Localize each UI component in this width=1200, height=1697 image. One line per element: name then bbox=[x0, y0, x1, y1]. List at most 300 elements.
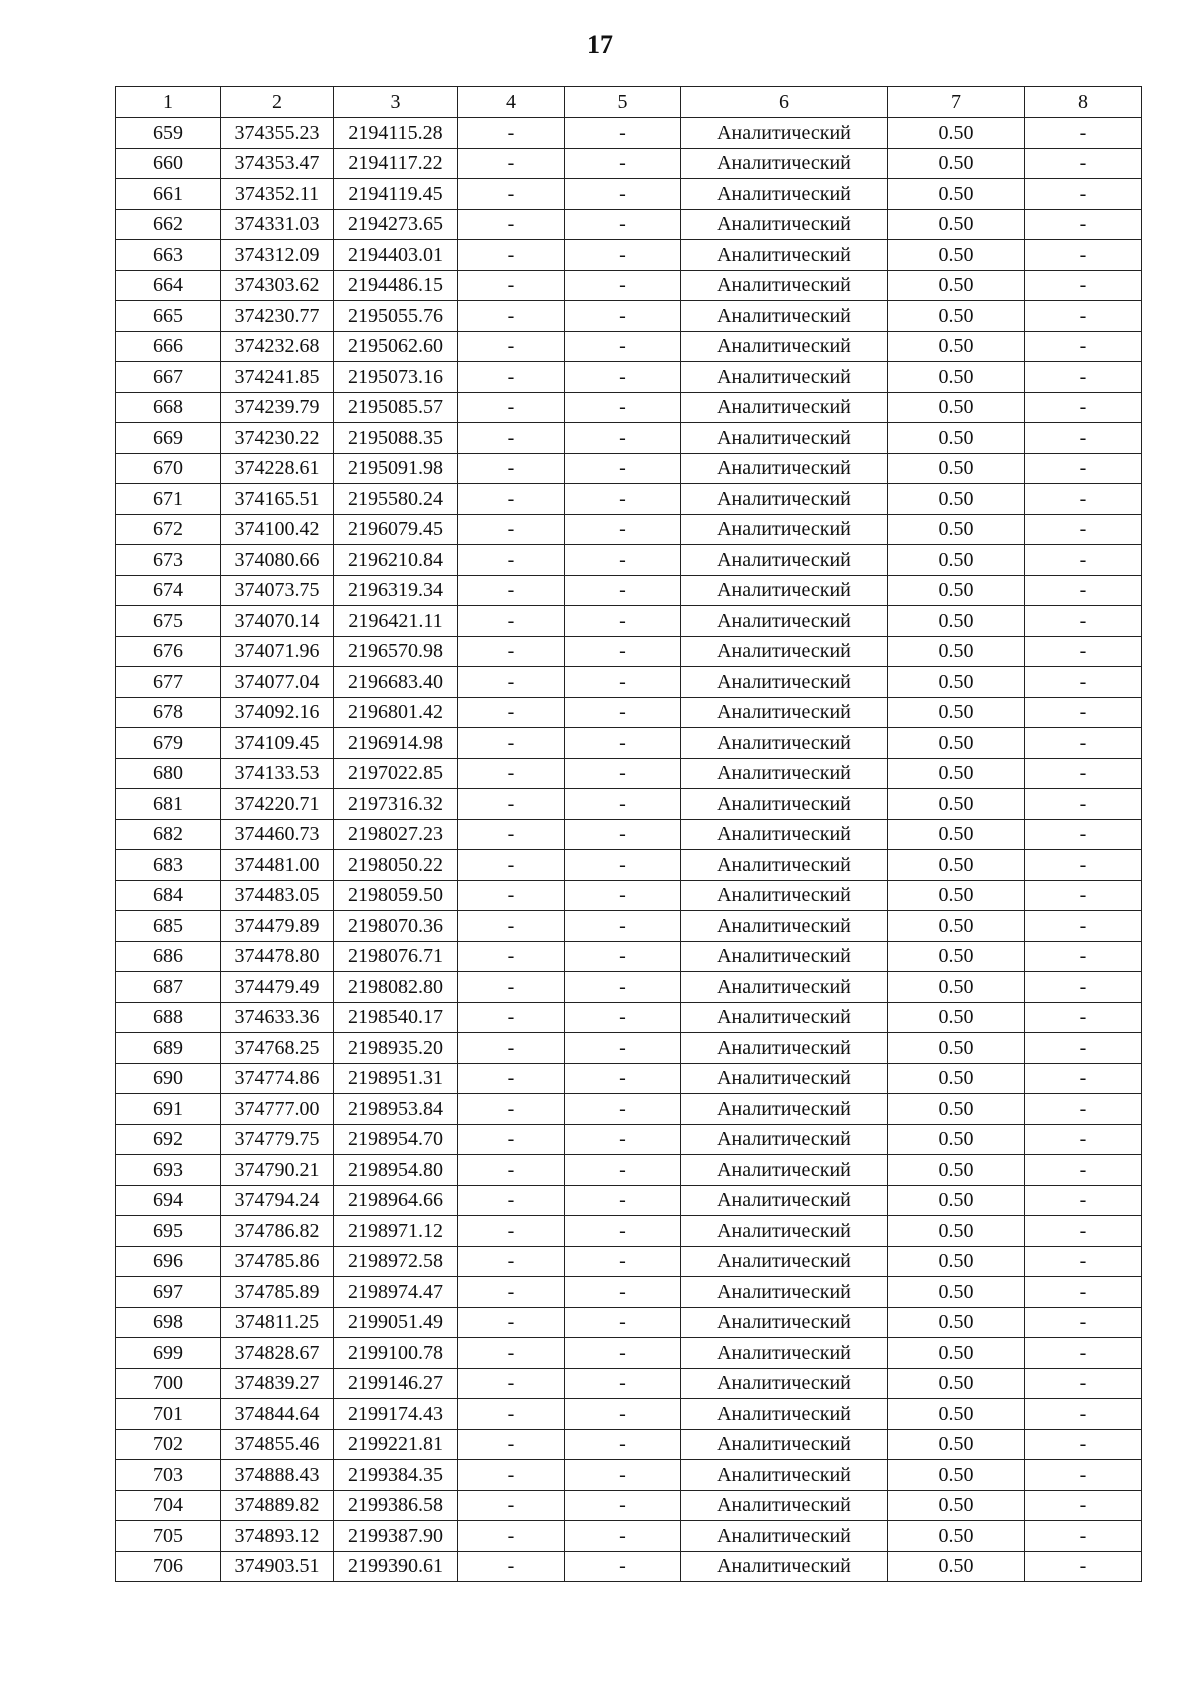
table-cell: 374828.67 bbox=[221, 1338, 334, 1369]
table-cell: 374073.75 bbox=[221, 575, 334, 606]
table-cell: Аналитический bbox=[681, 728, 888, 759]
table-cell: - bbox=[458, 1460, 565, 1491]
table-cell: - bbox=[565, 1094, 681, 1125]
table-cell: - bbox=[565, 362, 681, 393]
table-row bbox=[116, 1063, 1142, 1094]
table-cell: 0.50 bbox=[888, 423, 1025, 454]
table-cell: - bbox=[565, 1216, 681, 1247]
table-cell: 697 bbox=[116, 1277, 221, 1308]
table-cell: - bbox=[565, 1551, 681, 1582]
table-cell: - bbox=[458, 1246, 565, 1277]
table-cell: 2198964.66 bbox=[334, 1185, 458, 1216]
table-cell: 0.50 bbox=[888, 667, 1025, 698]
table-cell: 672 bbox=[116, 514, 221, 545]
table-cell: - bbox=[565, 209, 681, 240]
table-cell: 675 bbox=[116, 606, 221, 637]
table-cell: Аналитический bbox=[681, 270, 888, 301]
table-cell: 374786.82 bbox=[221, 1216, 334, 1247]
table-cell: - bbox=[458, 1551, 565, 1582]
table-cell: - bbox=[458, 911, 565, 942]
table-cell: - bbox=[1025, 911, 1142, 942]
table-cell: 0.50 bbox=[888, 148, 1025, 179]
table-cell: 0.50 bbox=[888, 1338, 1025, 1369]
table-row bbox=[116, 1216, 1142, 1247]
table-row bbox=[116, 1521, 1142, 1552]
table-cell: - bbox=[1025, 1399, 1142, 1430]
table-cell: - bbox=[1025, 423, 1142, 454]
table-cell: - bbox=[1025, 880, 1142, 911]
table-row bbox=[116, 941, 1142, 972]
table-cell: 0.50 bbox=[888, 392, 1025, 423]
table-cell: - bbox=[1025, 1490, 1142, 1521]
table-cell: Аналитический bbox=[681, 1399, 888, 1430]
table-cell: - bbox=[458, 1033, 565, 1064]
table-cell: - bbox=[565, 1277, 681, 1308]
table-row bbox=[116, 545, 1142, 576]
column-header: 8 bbox=[1025, 87, 1142, 118]
table-cell: Аналитический bbox=[681, 880, 888, 911]
table-cell: Аналитический bbox=[681, 1063, 888, 1094]
table-cell: 668 bbox=[116, 392, 221, 423]
table-cell: 374355.23 bbox=[221, 118, 334, 149]
table-cell: - bbox=[565, 606, 681, 637]
table-cell: 2198951.31 bbox=[334, 1063, 458, 1094]
table-cell: - bbox=[458, 606, 565, 637]
table-cell: 374352.11 bbox=[221, 179, 334, 210]
table-cell: Аналитический bbox=[681, 1368, 888, 1399]
table-cell: 2195091.98 bbox=[334, 453, 458, 484]
table-row bbox=[116, 1399, 1142, 1430]
table-cell: - bbox=[565, 1002, 681, 1033]
table-cell: - bbox=[458, 514, 565, 545]
table-row bbox=[116, 1460, 1142, 1491]
table-cell: 374331.03 bbox=[221, 209, 334, 240]
table-cell: - bbox=[458, 240, 565, 271]
table-row bbox=[116, 301, 1142, 332]
table-cell: 0.50 bbox=[888, 1216, 1025, 1247]
table-cell: - bbox=[1025, 545, 1142, 576]
table-cell: 2198971.12 bbox=[334, 1216, 458, 1247]
table-cell: 680 bbox=[116, 758, 221, 789]
table-cell: 682 bbox=[116, 819, 221, 850]
table-cell: Аналитический bbox=[681, 911, 888, 942]
table-cell: 374220.71 bbox=[221, 789, 334, 820]
column-header: 4 bbox=[458, 87, 565, 118]
table-cell: Аналитический bbox=[681, 1307, 888, 1338]
table-cell: 665 bbox=[116, 301, 221, 332]
table-cell: - bbox=[458, 270, 565, 301]
table-cell: - bbox=[458, 1063, 565, 1094]
page-number: 17 bbox=[587, 30, 613, 59]
table-cell: 684 bbox=[116, 880, 221, 911]
table-cell: 2199174.43 bbox=[334, 1399, 458, 1430]
table-cell: 2198972.58 bbox=[334, 1246, 458, 1277]
table-row bbox=[116, 179, 1142, 210]
table-cell: - bbox=[565, 1399, 681, 1430]
table-cell: - bbox=[565, 1368, 681, 1399]
table-cell: - bbox=[1025, 606, 1142, 637]
table-cell: Аналитический bbox=[681, 667, 888, 698]
table-cell: 374774.86 bbox=[221, 1063, 334, 1094]
table-row bbox=[116, 392, 1142, 423]
table-row bbox=[116, 240, 1142, 271]
table-cell: - bbox=[565, 636, 681, 667]
table-cell: - bbox=[1025, 1124, 1142, 1155]
table-cell: - bbox=[565, 1185, 681, 1216]
table-cell: - bbox=[1025, 667, 1142, 698]
table-cell: 2198076.71 bbox=[334, 941, 458, 972]
table-cell: - bbox=[458, 880, 565, 911]
table-cell: - bbox=[458, 331, 565, 362]
table-cell: - bbox=[565, 1490, 681, 1521]
table-cell: Аналитический bbox=[681, 1490, 888, 1521]
table-cell: 0.50 bbox=[888, 545, 1025, 576]
table-cell: - bbox=[1025, 941, 1142, 972]
table-cell: - bbox=[1025, 1429, 1142, 1460]
table-cell: - bbox=[458, 484, 565, 515]
table-cell: - bbox=[458, 1368, 565, 1399]
table-cell: 703 bbox=[116, 1460, 221, 1491]
table-row bbox=[116, 819, 1142, 850]
table-cell: 2196570.98 bbox=[334, 636, 458, 667]
table-cell: 374092.16 bbox=[221, 697, 334, 728]
table-cell: - bbox=[1025, 331, 1142, 362]
table-cell: 374165.51 bbox=[221, 484, 334, 515]
table-cell: 662 bbox=[116, 209, 221, 240]
table-cell: 701 bbox=[116, 1399, 221, 1430]
table-cell: - bbox=[1025, 514, 1142, 545]
table-cell: - bbox=[565, 179, 681, 210]
table-cell: Аналитический bbox=[681, 941, 888, 972]
table-cell: Аналитический bbox=[681, 972, 888, 1003]
table-cell: 2197316.32 bbox=[334, 789, 458, 820]
table-row bbox=[116, 453, 1142, 484]
table-row bbox=[116, 270, 1142, 301]
table-cell: Аналитический bbox=[681, 179, 888, 210]
table-cell: 2198953.84 bbox=[334, 1094, 458, 1125]
table-cell: - bbox=[458, 1521, 565, 1552]
table-cell: - bbox=[458, 179, 565, 210]
table-cell: 2198027.23 bbox=[334, 819, 458, 850]
table-cell: 0.50 bbox=[888, 453, 1025, 484]
table-cell: 2196683.40 bbox=[334, 667, 458, 698]
table-cell: 0.50 bbox=[888, 1155, 1025, 1186]
table-cell: 702 bbox=[116, 1429, 221, 1460]
table-cell: - bbox=[458, 453, 565, 484]
table-row bbox=[116, 1307, 1142, 1338]
table-row bbox=[116, 209, 1142, 240]
table-cell: Аналитический bbox=[681, 1033, 888, 1064]
table-cell: Аналитический bbox=[681, 423, 888, 454]
table-cell: - bbox=[565, 575, 681, 606]
table-row bbox=[116, 728, 1142, 759]
table-cell: - bbox=[1025, 148, 1142, 179]
table-cell: 669 bbox=[116, 423, 221, 454]
table-cell: 671 bbox=[116, 484, 221, 515]
table-cell: 677 bbox=[116, 667, 221, 698]
table-cell: Аналитический bbox=[681, 1002, 888, 1033]
table-cell: - bbox=[565, 880, 681, 911]
table-cell: - bbox=[1025, 1002, 1142, 1033]
table-cell: 374481.00 bbox=[221, 850, 334, 881]
table-cell: 679 bbox=[116, 728, 221, 759]
table-cell: - bbox=[1025, 1246, 1142, 1277]
table-cell: - bbox=[565, 819, 681, 850]
table-cell: - bbox=[1025, 1277, 1142, 1308]
table-cell: 2197022.85 bbox=[334, 758, 458, 789]
table-cell: 374312.09 bbox=[221, 240, 334, 271]
table-cell: 2196319.34 bbox=[334, 575, 458, 606]
column-header: 7 bbox=[888, 87, 1025, 118]
table-cell: 0.50 bbox=[888, 1185, 1025, 1216]
table-cell: - bbox=[1025, 240, 1142, 271]
table-cell: Аналитический bbox=[681, 789, 888, 820]
table-cell: 2195088.35 bbox=[334, 423, 458, 454]
table-cell: - bbox=[458, 1307, 565, 1338]
table-cell: Аналитический bbox=[681, 545, 888, 576]
table-cell: 374479.49 bbox=[221, 972, 334, 1003]
table-cell: - bbox=[458, 575, 565, 606]
table-cell: 688 bbox=[116, 1002, 221, 1033]
table-cell: 699 bbox=[116, 1338, 221, 1369]
table-cell: - bbox=[458, 728, 565, 759]
table-cell: 374077.04 bbox=[221, 667, 334, 698]
table-cell: 374460.73 bbox=[221, 819, 334, 850]
table-cell: 2195085.57 bbox=[334, 392, 458, 423]
table-cell: 0.50 bbox=[888, 1094, 1025, 1125]
table-row bbox=[116, 1155, 1142, 1186]
table-cell: - bbox=[565, 1155, 681, 1186]
table-cell: - bbox=[458, 819, 565, 850]
table-cell: 2199100.78 bbox=[334, 1338, 458, 1369]
table-cell: - bbox=[1025, 819, 1142, 850]
table-cell: - bbox=[1025, 636, 1142, 667]
table-row bbox=[116, 697, 1142, 728]
table-cell: 700 bbox=[116, 1368, 221, 1399]
table-cell: 374893.12 bbox=[221, 1521, 334, 1552]
table-cell: 374230.22 bbox=[221, 423, 334, 454]
table-cell: 678 bbox=[116, 697, 221, 728]
table-cell: 374228.61 bbox=[221, 453, 334, 484]
table-row bbox=[116, 850, 1142, 881]
table-cell: 2194119.45 bbox=[334, 179, 458, 210]
table-cell: - bbox=[565, 1338, 681, 1369]
table-row bbox=[116, 1277, 1142, 1308]
table-cell: 690 bbox=[116, 1063, 221, 1094]
table-cell: Аналитический bbox=[681, 697, 888, 728]
table-cell: 685 bbox=[116, 911, 221, 942]
table-row bbox=[116, 880, 1142, 911]
table-cell: Аналитический bbox=[681, 575, 888, 606]
table-cell: 2198059.50 bbox=[334, 880, 458, 911]
table-cell: 2198540.17 bbox=[334, 1002, 458, 1033]
table-cell: 0.50 bbox=[888, 1124, 1025, 1155]
table-cell: - bbox=[1025, 1216, 1142, 1247]
table-cell: 0.50 bbox=[888, 941, 1025, 972]
table-cell: - bbox=[1025, 209, 1142, 240]
table-row bbox=[116, 423, 1142, 454]
table-cell: 2196079.45 bbox=[334, 514, 458, 545]
table-cell: - bbox=[1025, 758, 1142, 789]
table-cell: 374071.96 bbox=[221, 636, 334, 667]
table-cell: - bbox=[565, 392, 681, 423]
table-cell: 2198954.80 bbox=[334, 1155, 458, 1186]
table-cell: - bbox=[565, 1521, 681, 1552]
table-cell: 2194117.22 bbox=[334, 148, 458, 179]
table-cell: 374303.62 bbox=[221, 270, 334, 301]
table-cell: 2195055.76 bbox=[334, 301, 458, 332]
table-cell: - bbox=[565, 697, 681, 728]
table-cell: 0.50 bbox=[888, 118, 1025, 149]
table-row bbox=[116, 1490, 1142, 1521]
table-cell: 374888.43 bbox=[221, 1460, 334, 1491]
table-cell: - bbox=[1025, 850, 1142, 881]
table-cell: - bbox=[565, 1033, 681, 1064]
table-cell: 0.50 bbox=[888, 880, 1025, 911]
table-cell: - bbox=[458, 941, 565, 972]
table-cell: - bbox=[1025, 728, 1142, 759]
table-cell: Аналитический bbox=[681, 1460, 888, 1491]
table-cell: - bbox=[458, 758, 565, 789]
table-cell: - bbox=[458, 301, 565, 332]
table-cell: 2196801.42 bbox=[334, 697, 458, 728]
table-cell: 0.50 bbox=[888, 728, 1025, 759]
table-cell: - bbox=[565, 728, 681, 759]
table-cell: - bbox=[458, 1155, 565, 1186]
table-cell: - bbox=[1025, 118, 1142, 149]
table-cell: 674 bbox=[116, 575, 221, 606]
table-cell: 667 bbox=[116, 362, 221, 393]
table-cell: 2198935.20 bbox=[334, 1033, 458, 1064]
table-row bbox=[116, 911, 1142, 942]
table-cell: - bbox=[1025, 1033, 1142, 1064]
table-cell: - bbox=[458, 1124, 565, 1155]
table-cell: 2199384.35 bbox=[334, 1460, 458, 1491]
table-cell: Аналитический bbox=[681, 1155, 888, 1186]
table-cell: - bbox=[458, 1399, 565, 1430]
table-cell: 2198070.36 bbox=[334, 911, 458, 942]
table-cell: - bbox=[1025, 575, 1142, 606]
table-cell: 693 bbox=[116, 1155, 221, 1186]
table-cell: 706 bbox=[116, 1551, 221, 1582]
table-cell: Аналитический bbox=[681, 1216, 888, 1247]
table-cell: Аналитический bbox=[681, 1185, 888, 1216]
table-cell: Аналитический bbox=[681, 1429, 888, 1460]
table-cell: - bbox=[565, 941, 681, 972]
table-cell: Аналитический bbox=[681, 148, 888, 179]
table-cell: Аналитический bbox=[681, 758, 888, 789]
table-cell: 374779.75 bbox=[221, 1124, 334, 1155]
table-cell: 0.50 bbox=[888, 697, 1025, 728]
table-cell: 0.50 bbox=[888, 1399, 1025, 1430]
table-cell: 0.50 bbox=[888, 209, 1025, 240]
table-cell: - bbox=[458, 392, 565, 423]
table-cell: 673 bbox=[116, 545, 221, 576]
table-cell: 2199146.27 bbox=[334, 1368, 458, 1399]
table-cell: 374241.85 bbox=[221, 362, 334, 393]
table-cell: - bbox=[1025, 1063, 1142, 1094]
table-cell: 695 bbox=[116, 1216, 221, 1247]
table-cell: 2196421.11 bbox=[334, 606, 458, 637]
table-row bbox=[116, 1338, 1142, 1369]
table-cell: - bbox=[1025, 697, 1142, 728]
table-cell: - bbox=[565, 484, 681, 515]
table-cell: - bbox=[458, 209, 565, 240]
coordinates-table bbox=[115, 86, 1142, 1582]
table-cell: 2194273.65 bbox=[334, 209, 458, 240]
table-cell: 0.50 bbox=[888, 1307, 1025, 1338]
table-cell: - bbox=[1025, 972, 1142, 1003]
table-cell: 0.50 bbox=[888, 636, 1025, 667]
table-cell: 2194486.15 bbox=[334, 270, 458, 301]
table-row bbox=[116, 575, 1142, 606]
table-cell: 0.50 bbox=[888, 1063, 1025, 1094]
table-cell: - bbox=[565, 118, 681, 149]
table-cell: 0.50 bbox=[888, 1429, 1025, 1460]
table-cell: 666 bbox=[116, 331, 221, 362]
table-cell: 694 bbox=[116, 1185, 221, 1216]
table-cell: 374070.14 bbox=[221, 606, 334, 637]
table-cell: - bbox=[1025, 453, 1142, 484]
table-cell: 0.50 bbox=[888, 575, 1025, 606]
table-cell: 374790.21 bbox=[221, 1155, 334, 1186]
table-row bbox=[116, 636, 1142, 667]
table-cell: - bbox=[565, 972, 681, 1003]
table-cell: 2198050.22 bbox=[334, 850, 458, 881]
table-cell: - bbox=[565, 911, 681, 942]
table-cell: - bbox=[458, 697, 565, 728]
table-cell: 374889.82 bbox=[221, 1490, 334, 1521]
table-row bbox=[116, 1002, 1142, 1033]
table-row bbox=[116, 148, 1142, 179]
table-row bbox=[116, 758, 1142, 789]
table-cell: Аналитический bbox=[681, 1521, 888, 1552]
column-header: 3 bbox=[334, 87, 458, 118]
table-cell: 2195073.16 bbox=[334, 362, 458, 393]
table-cell: 374777.00 bbox=[221, 1094, 334, 1125]
table-cell: 374133.53 bbox=[221, 758, 334, 789]
table-cell: 374239.79 bbox=[221, 392, 334, 423]
table-cell: 374768.25 bbox=[221, 1033, 334, 1064]
table-cell: 0.50 bbox=[888, 606, 1025, 637]
table-row bbox=[116, 789, 1142, 820]
table-cell: 0.50 bbox=[888, 270, 1025, 301]
table-cell: - bbox=[1025, 392, 1142, 423]
table-cell: 374811.25 bbox=[221, 1307, 334, 1338]
table-row bbox=[116, 1429, 1142, 1460]
table-row bbox=[116, 1185, 1142, 1216]
table-cell: Аналитический bbox=[681, 240, 888, 271]
table-cell: - bbox=[1025, 1368, 1142, 1399]
table-cell: 704 bbox=[116, 1490, 221, 1521]
table-cell: - bbox=[458, 636, 565, 667]
table-cell: - bbox=[565, 545, 681, 576]
table-cell: 0.50 bbox=[888, 1368, 1025, 1399]
table-cell: 374353.47 bbox=[221, 148, 334, 179]
table-cell: 374478.80 bbox=[221, 941, 334, 972]
table-cell: 661 bbox=[116, 179, 221, 210]
table-cell: 0.50 bbox=[888, 819, 1025, 850]
table-row bbox=[116, 1246, 1142, 1277]
table-cell: - bbox=[565, 270, 681, 301]
table-cell: - bbox=[458, 1429, 565, 1460]
table-cell: 0.50 bbox=[888, 484, 1025, 515]
table-cell: - bbox=[565, 301, 681, 332]
table-cell: 374839.27 bbox=[221, 1368, 334, 1399]
table-cell: Аналитический bbox=[681, 1277, 888, 1308]
table-cell: Аналитический bbox=[681, 1094, 888, 1125]
table-cell: 683 bbox=[116, 850, 221, 881]
